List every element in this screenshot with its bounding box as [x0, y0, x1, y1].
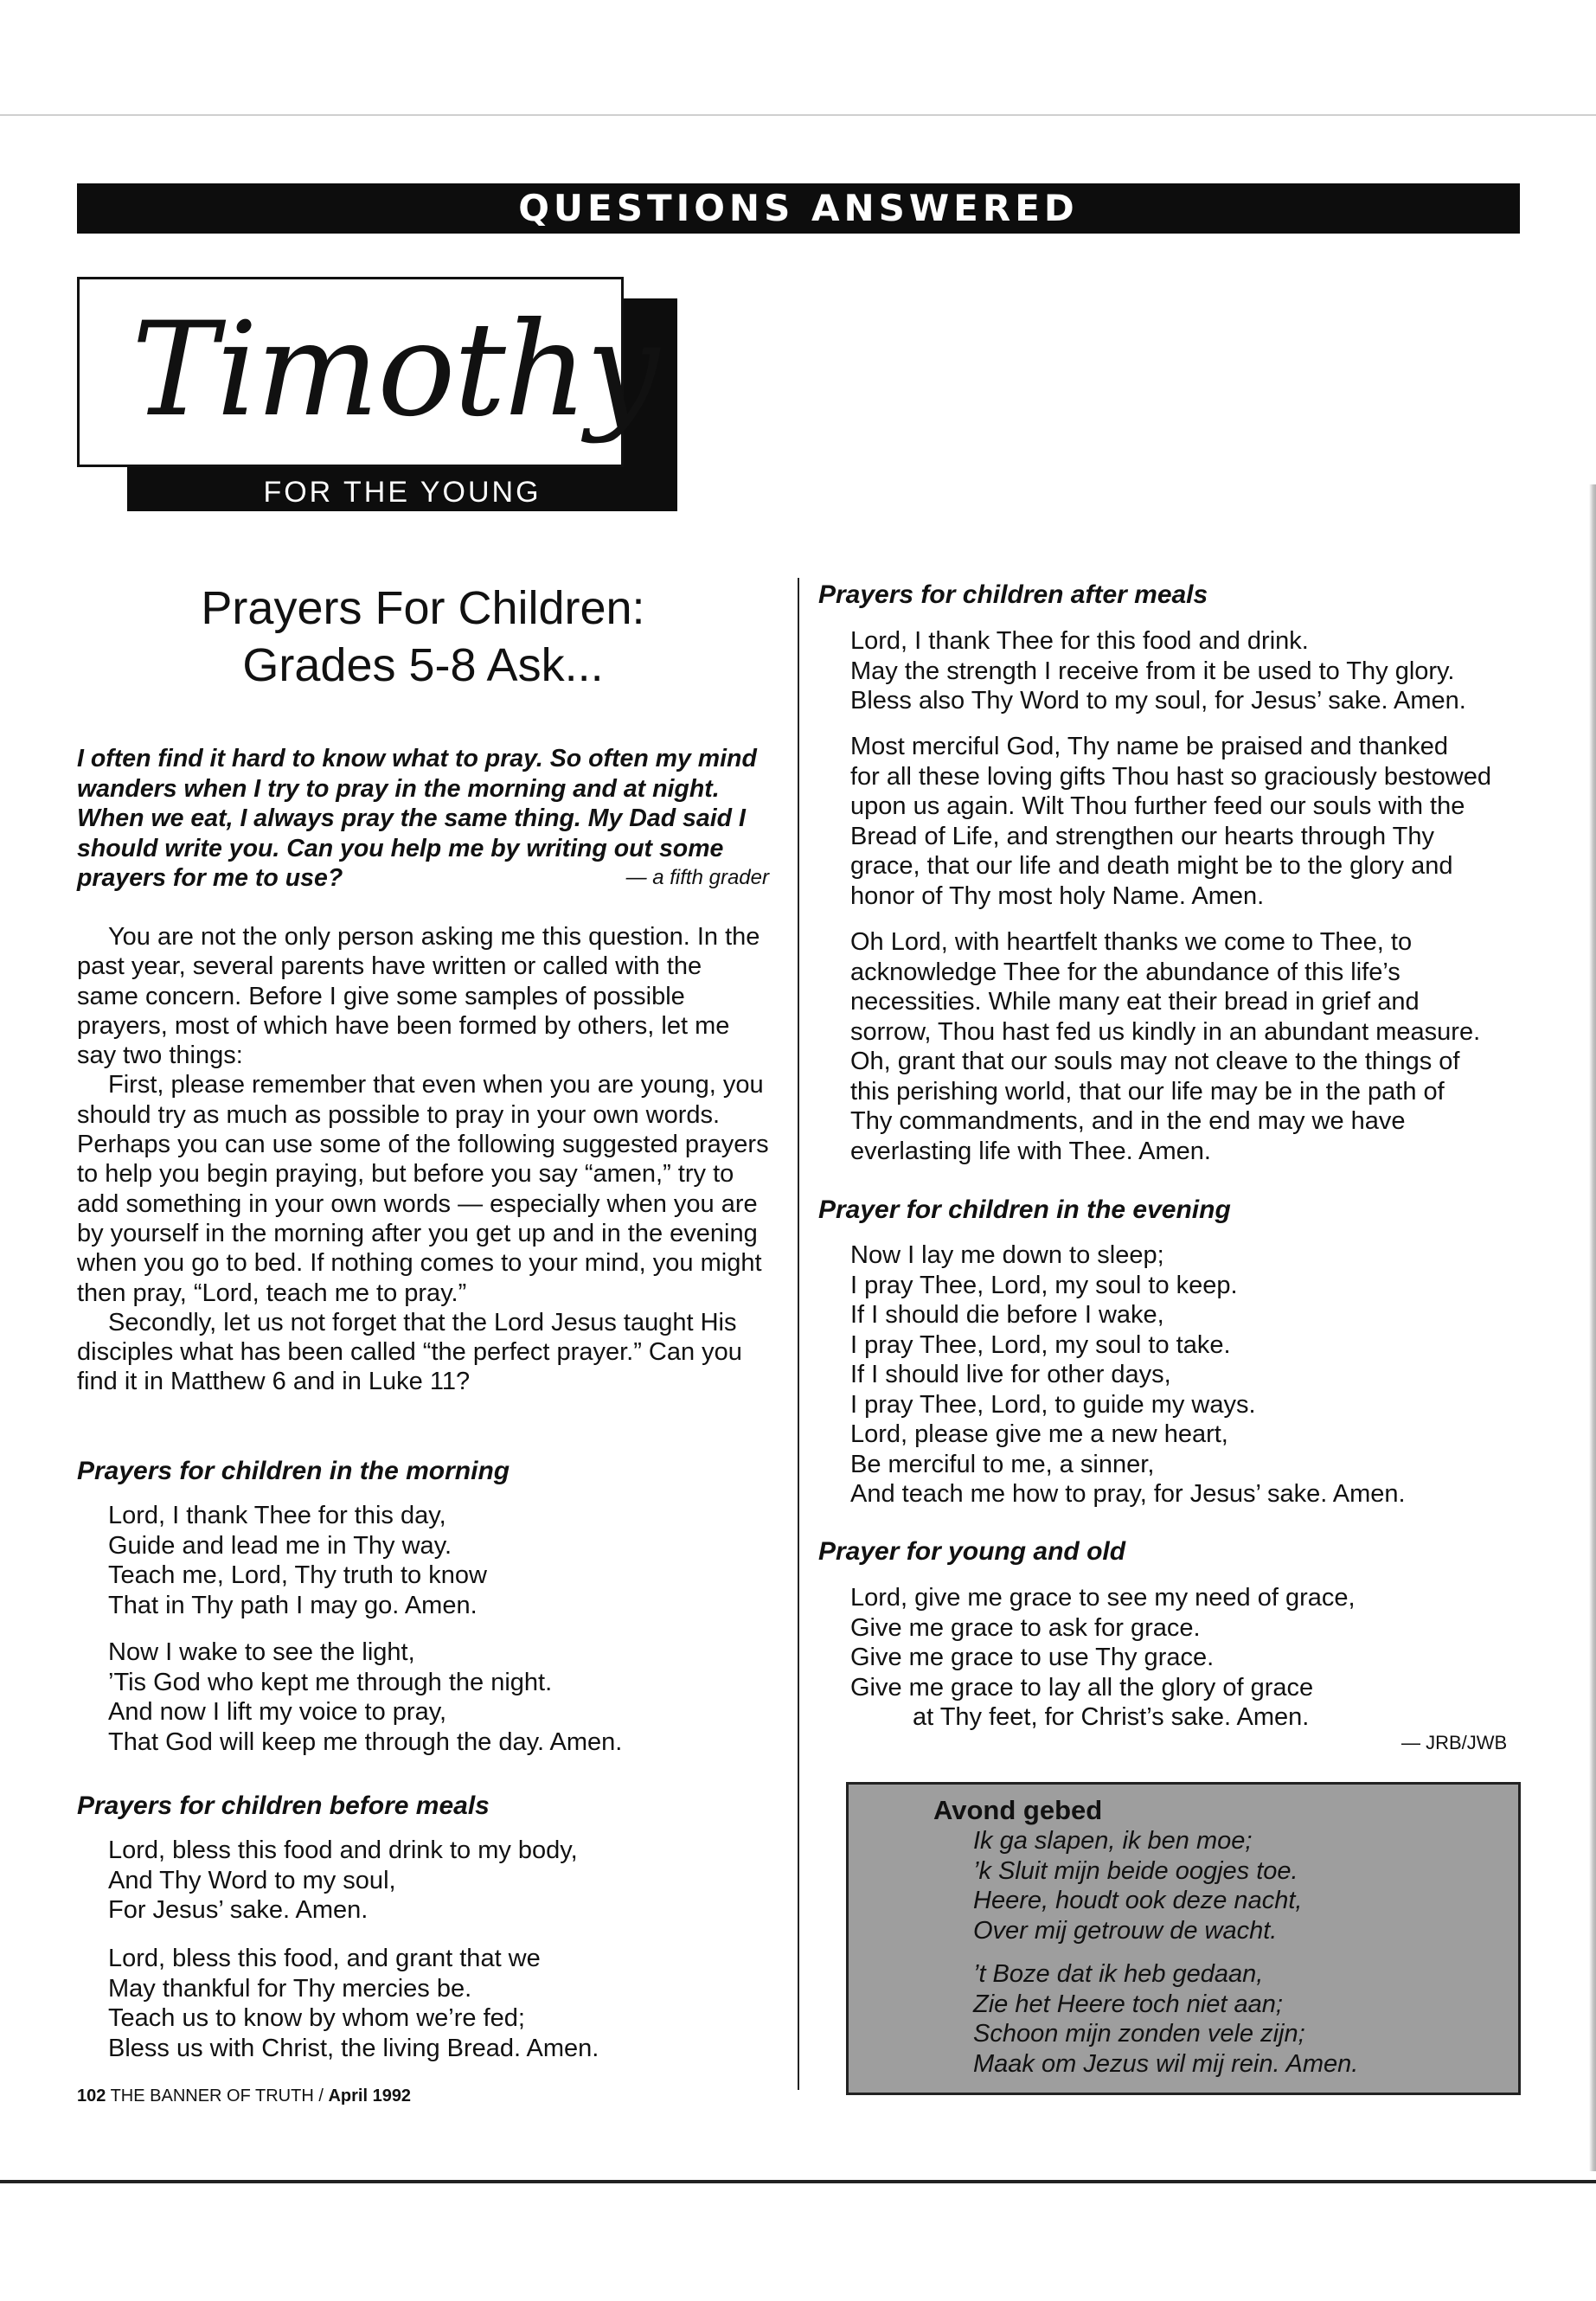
dutch-stanza-2 — [973, 1959, 1358, 2079]
prayer-line: Give me grace to use Thy grace. — [850, 1644, 1215, 1671]
prayer-line: Lord, I thank Thee for this food and drink. — [850, 627, 1309, 655]
dutch-line: Over mij getrouw de wacht. — [973, 1916, 1278, 1945]
prayer-line: I pray Thee, Lord, my soul to keep. — [850, 1271, 1238, 1299]
article-title — [77, 580, 769, 694]
paragraph: You are not the only person asking me this question. In the past year, several parents have written or called with the same concern. Before I give some samples of possible prayers, most of which have been formed by others, let me say two things: — [77, 923, 760, 1070]
reader-question — [77, 744, 769, 894]
before-meals-prayer-1 — [108, 1836, 578, 1926]
prayer-line: necessities. While many eat their bread in grief and — [850, 988, 1420, 1016]
dutch-prayer-title: Avond gebed — [933, 1795, 1103, 1825]
dutch-line: Schoon mijn zonden vele zijn; — [973, 2020, 1305, 2048]
prayer-line: Now I lay me down to sleep; — [850, 1241, 1164, 1269]
page-footer — [77, 2086, 411, 2106]
prayer-line: If I should live for other days, — [850, 1361, 1171, 1388]
prayer-line: sorrow, Thou hast fed us kindly in an abundant measure. — [850, 1017, 1481, 1046]
young-old-heading: Prayer for young and old — [818, 1537, 1126, 1566]
prayer-line: Bless us with Christ, the living Bread. Amen. — [108, 2034, 599, 2062]
after-meals-prayer-1 — [850, 626, 1466, 716]
morning-heading: Prayers for children in the morning — [77, 1457, 510, 1485]
paragraph: First, please remember that even when you are young, you should try as much as possible to pray in your own words. Perhaps you can use some of the following suggested prayers to help you begin praying, but before you say “amen,” try to add something in your own words — especially when you are by yourself in the morning after you get up and in the evening when you go to bed. If nothing comes to your mind, you might then pray, “Lord, teach me to pray.” — [77, 1071, 769, 1307]
prayer-line: Most merciful God, Thy name be praised and thanked — [850, 733, 1449, 760]
author-signature: — JRB/JWB — [1401, 1732, 1508, 1753]
after-meals-prayer-2 — [850, 732, 1491, 911]
prayer-line: If I should die before I wake, — [850, 1301, 1164, 1329]
prayer-line: Guide and lead me in Thy way. — [108, 1531, 452, 1560]
prayer-line: And teach me how to pray, for Jesus’ sake. Amen. — [850, 1480, 1406, 1508]
dutch-line: Zie het Heere toch niet aan; — [973, 1990, 1283, 2018]
prayer-line: honor of Thy most holy Name. Amen. — [850, 881, 1265, 910]
prayer-line: for all these loving gifts Thou hast so graciously bestowed — [850, 762, 1491, 791]
morning-prayer-2 — [108, 1638, 622, 1757]
prayer-line: I pray Thee, Lord, to guide my ways. — [850, 1390, 1256, 1419]
prayer-line: acknowledge Thee for the abundance of this life’s — [850, 958, 1401, 986]
question-text: I often find it hard to know what to pray. So often my mind wanders when I try to pray in the morning and at night. When we eat, I always pray the same thing. My Dad said I should write you. Can you help me by writing out some prayers for me to use? — [77, 745, 757, 892]
prayer-line: grace, that our life and death might be to the glory and — [850, 852, 1453, 880]
dutch-stanza-1 — [973, 1826, 1302, 1945]
prayer-line: at Thy feet, for Christ’s sake. Amen. — [913, 1703, 1310, 1731]
dutch-line: Ik ga slapen, ik ben moe; — [973, 1827, 1253, 1855]
dutch-prayer-box — [846, 1782, 1521, 2095]
top-rule — [0, 114, 1596, 116]
question-attribution: — a fifth grader — [625, 866, 769, 889]
issue-date: April 1992 — [328, 2086, 412, 2106]
column-divider — [798, 578, 799, 2090]
section-banner: QUESTIONS ANSWERED — [77, 183, 1520, 234]
masthead-title: Timothy — [131, 295, 658, 445]
article-title-line-1: Prayers For Children: — [201, 582, 645, 634]
dutch-line: ’t Boze dat ik heb gedaan, — [973, 1960, 1264, 1988]
prayer-line: I pray Thee, Lord, my soul to take. — [850, 1330, 1231, 1359]
prayer-line: Lord, bless this food and drink to my body, — [108, 1836, 578, 1864]
prayer-line: this perishing world, that our life may be in the path of — [850, 1077, 1445, 1106]
paragraph: Secondly, let us not forget that the Lord Jesus taught His disciples what has been called “the perfect prayer.” Can you find it in Matthew 6 and in Luke 11? — [77, 1308, 742, 1396]
prayer-line: Lord, please give me a new heart, — [850, 1420, 1228, 1448]
prayer-line: Now I wake to see the light, — [108, 1638, 415, 1666]
evening-prayer — [850, 1240, 1406, 1509]
prayer-line: Be merciful to me, a sinner, — [850, 1450, 1155, 1478]
prayer-line: Give me grace to ask for grace. — [850, 1613, 1201, 1642]
young-old-prayer — [850, 1583, 1356, 1733]
prayer-line: Bread of Life, and strengthen our hearts through Thy — [850, 822, 1434, 850]
prayer-line: Teach us to know by whom we’re fed; — [108, 2004, 525, 2032]
prayer-line: Teach me, Lord, Thy truth to know — [108, 1561, 487, 1589]
dutch-line: Maak om Jezus wil mij rein. Amen. — [973, 2049, 1359, 2078]
masthead — [77, 277, 658, 467]
page-number: 102 — [77, 2086, 106, 2106]
after-meals-heading: Prayers for children after meals — [818, 580, 1208, 609]
morning-prayer-1 — [108, 1501, 487, 1620]
prayer-line: That in Thy path I may go. Amen. — [108, 1591, 478, 1619]
prayer-line: Lord, bless this food, and grant that we — [108, 1945, 541, 1972]
before-meals-heading: Prayers for children before meals — [77, 1791, 490, 1820]
bottom-rule — [0, 2180, 1596, 2183]
prayer-line: everlasting life with Thee. Amen. — [850, 1137, 1211, 1165]
masthead-subtitle: FOR THE YOUNG — [263, 476, 542, 509]
answer-intro — [77, 922, 769, 1397]
prayer-line: Oh Lord, with heartfelt thanks we come to Thee, to — [850, 928, 1413, 956]
prayer-line: May the strength I receive from it be used to Thy glory. — [850, 657, 1455, 685]
dutch-line: Heere, houdt ook deze nacht, — [973, 1887, 1303, 1915]
prayer-line: For Jesus’ sake. Amen. — [108, 1896, 369, 1924]
article-title-line-2: Grades 5-8 Ask... — [242, 639, 604, 691]
prayer-line: Lord, I thank Thee for this day, — [108, 1502, 446, 1529]
prayer-line: Thy commandments, and in the end may we have — [850, 1107, 1406, 1135]
dutch-line: ’k Sluit mijn beide oogjes toe. — [973, 1856, 1298, 1885]
prayer-line: ’Tis God who kept me through the night. — [108, 1668, 553, 1696]
prayer-line: Oh, grant that our souls may not cleave to the things of — [850, 1048, 1460, 1075]
prayer-line: upon us again. Wilt Thou further feed our souls with the — [850, 792, 1465, 820]
prayer-line: May thankful for Thy mercies be. — [108, 1974, 472, 2003]
prayer-line: That God will keep me through the day. Amen. — [108, 1727, 623, 1756]
before-meals-prayer-2 — [108, 1944, 599, 2063]
prayer-line: Give me grace to lay all the glory of grace — [850, 1673, 1314, 1702]
after-meals-prayer-3 — [850, 927, 1480, 1166]
prayer-line: Bless also Thy Word to my soul, for Jesus’ sake. Amen. — [850, 687, 1466, 715]
prayer-line: Lord, give me grace to see my need of grace, — [850, 1584, 1356, 1612]
scan-edge — [1589, 484, 1596, 2171]
publication-name: THE BANNER OF TRUTH / — [110, 2086, 324, 2106]
prayer-line: And Thy Word to my soul, — [108, 1866, 396, 1894]
prayer-line: And now I lift my voice to pray, — [108, 1698, 447, 1726]
evening-heading: Prayer for children in the evening — [818, 1195, 1231, 1224]
